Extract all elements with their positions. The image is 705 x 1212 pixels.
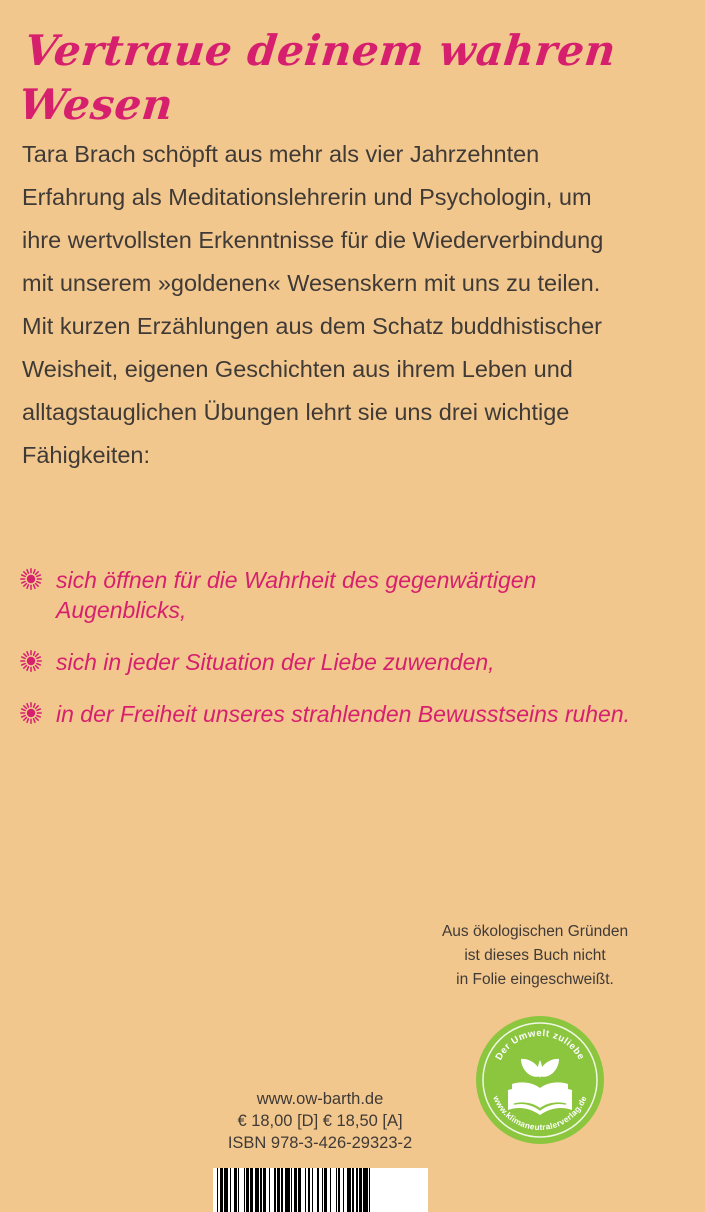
eco-seal (474, 1014, 606, 1146)
imprint-block (150, 1088, 490, 1154)
eco-note-line-1: Aus ökologischen Gründen (441, 923, 629, 940)
sun-burst-icon (20, 649, 42, 671)
eco-seal-bottom-text: www.klimaneutralerverlag.de (491, 1094, 589, 1133)
sun-burst-icon (20, 567, 42, 589)
blurb-text (22, 133, 622, 477)
blurb-paragraph-2: Mit kurzen Erzählungen aus dem Schatz buddhistischer Weisheit, eigenen Geschichten aus ihrem Leben und alltagstauglichen Übungen lehrt sie uns drei wichtige Fähigkeiten: (22, 313, 602, 468)
eco-note (405, 920, 665, 992)
list-item-label: in der Freiheit unseres strahlenden Bewusstseins ruhen. (56, 701, 631, 727)
skills-list (20, 565, 640, 751)
page-title: Vertraue deinem wahren Wesen (16, 26, 619, 129)
sun-burst-icon (20, 701, 42, 723)
price-line: € 18,00 [D] € 18,50 [A] (237, 1112, 403, 1130)
eco-seal-top-text: Der Umwelt zuliebe (493, 1027, 587, 1063)
isbn-line: ISBN 978-3-426-29323-2 (227, 1134, 413, 1152)
barcode (213, 1168, 428, 1212)
list-item (20, 565, 640, 625)
list-item-label: sich öffnen für die Wahrheit des gegenwärtigen Augenblicks, (56, 567, 537, 623)
eco-note-line-3: in Folie eingeschweißt. (456, 971, 614, 988)
list-item (20, 699, 640, 729)
blurb-paragraph-1: Tara Brach schöpft aus mehr als vier Jahrzehnten Erfahrung als Meditationslehrerin und Psychologin, um ihre wertvollsten Erkenntnisse für die Wiederverbindung mit unserem »goldenen« Wesenskern mit uns zu teilen. (22, 141, 604, 296)
publisher-website: www.ow-barth.de (256, 1090, 384, 1108)
eco-note-line-2: ist dieses Buch nicht (464, 947, 606, 964)
list-item-label: sich in jeder Situation der Liebe zuwenden, (56, 649, 495, 675)
list-item (20, 647, 640, 677)
